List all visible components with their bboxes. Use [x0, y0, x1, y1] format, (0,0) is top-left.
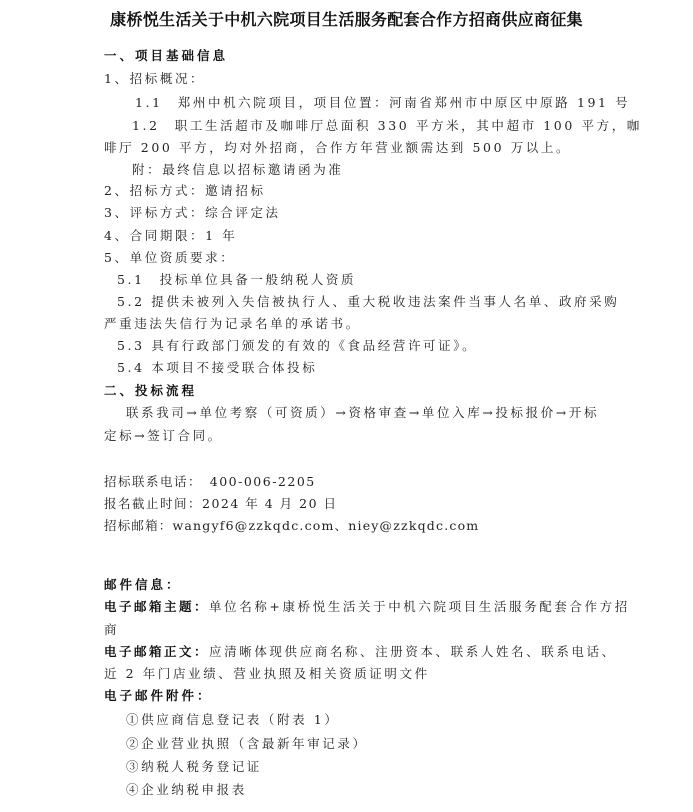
attachments-label: 电子邮件附件：	[104, 688, 213, 703]
bid-method: 2、招标方式：邀请招标	[104, 183, 266, 198]
subject-cont: 商	[104, 622, 120, 637]
qual-5-4: 5.4 本项目不接受联合体投标	[117, 360, 318, 375]
attachment-item: ①供应商信息登记表（附表 1）	[126, 712, 340, 727]
qualification-label: 5、单位资质要求：	[104, 250, 236, 265]
body-text: 应清晰体现供应商名称、注册资本、联系人姓名、联系电话、	[209, 644, 617, 659]
subject-text: 单位名称+康桥悦生活关于中机六院项目生活服务配套合作方招	[209, 599, 630, 614]
note: 附：最终信息以招标邀请函为准	[132, 162, 344, 177]
body-cont: 近 2 年门店业绩、营业执照及相关资质证明文件	[104, 666, 430, 681]
contact-phone: 招标联系电话： 400-006-2205	[104, 474, 316, 489]
qual-5-1: 5.1 投标单位具备一般纳税人资质	[117, 272, 357, 287]
attachment-item: ④企业纳税申报表	[126, 782, 247, 797]
overview-label: 1、招标概况：	[104, 71, 206, 86]
mail-subject	[104, 599, 630, 615]
qual-5-3: 5.3 具有行政部门颁发的有效的《食品经营许可证》。	[117, 338, 478, 353]
contact-email[interactable]: 招标邮箱：wangyf6@zzkqdc.com、niey@zzkqdc.com	[104, 518, 480, 533]
item-1-2: 1.2 职工生活超市及咖啡厅总面积 330 平方米，其中超市 100 平方，咖	[132, 118, 642, 133]
section-2-heading: 二、投标流程	[104, 383, 198, 398]
section-1-heading: 一、项目基础信息	[104, 48, 229, 63]
deadline: 报名截止时间：2024 年 4 月 20 日	[104, 496, 338, 511]
eval-method: 3、评标方式：综合评定法	[104, 205, 281, 220]
qual-5-2: 5.2 提供未被列入失信被执行人、重大税收违法案件当事人名单、政府采购	[117, 294, 620, 309]
flow: 联系我司→单位考察（可资质）→资格审查→单位入库→投标报价→开标	[126, 405, 600, 420]
qual-5-2-cont: 严重违法失信行为记录名单的承诺书。	[104, 316, 361, 331]
attachment-item: ③纳税人税务登记证	[126, 759, 262, 774]
contract-term: 4、合同期限：1 年	[104, 228, 238, 243]
attachment-item: ②企业营业执照（含最新年审记录）	[126, 736, 368, 751]
mail-body	[104, 644, 617, 660]
mail-info-heading: 邮件信息：	[104, 577, 182, 592]
body-label: 电子邮箱正文：	[104, 644, 210, 659]
item-1-1: 1.1 郑州中机六院项目，项目位置：河南省郑州市中原区中原路 191 号	[135, 95, 631, 110]
item-1-2-cont: 啡厅 200 平方，均对外招商，合作方年营业额需达到 500 万以上。	[104, 140, 572, 155]
flow-cont: 定标→签订合同。	[104, 428, 223, 443]
subject-label: 电子邮箱主题：	[104, 599, 210, 614]
document-title: 康桥悦生活关于中机六院项目生活服务配套合作方招商供应商征集	[110, 10, 583, 29]
